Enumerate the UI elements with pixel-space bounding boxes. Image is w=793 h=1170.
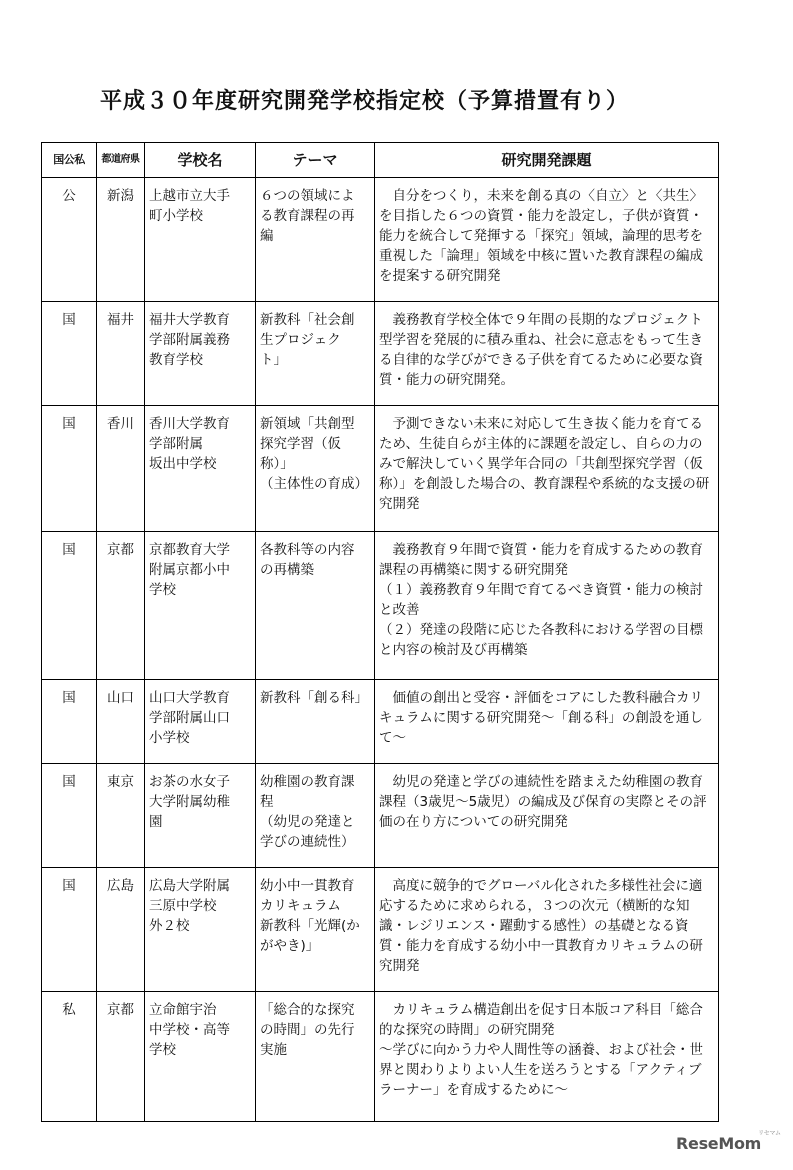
cell-prefecture: 広島 xyxy=(97,868,145,992)
cell-school: 広島大学附属 三原中学校 外２校 xyxy=(145,868,256,992)
header-type: 国公私 xyxy=(42,143,97,178)
cell-theme: 幼稚園の教育課 程 （幼児の発達と 学びの連続性） xyxy=(256,764,375,868)
resemom-logo xyxy=(676,1130,781,1153)
table-row xyxy=(42,764,719,868)
cell-theme: 「総合的な探究 の時間」の先行 実施 xyxy=(256,992,375,1122)
header-theme: テーマ xyxy=(256,143,375,178)
cell-type: 私 xyxy=(42,992,97,1122)
header-topic: 研究開発課題 xyxy=(375,143,719,178)
cell-theme: 幼小中一貫教育 カリキュラム 新教科「光輝(か がやき)」 xyxy=(256,868,375,992)
header-prefecture: 都道府県 xyxy=(97,143,145,178)
cell-type: 国 xyxy=(42,680,97,764)
cell-theme: 新教科「社会創 生プロジェク ト」 xyxy=(256,302,375,406)
table-row xyxy=(42,680,719,764)
cell-prefecture: 東京 xyxy=(97,764,145,868)
table-row xyxy=(42,992,719,1122)
cell-topic: 高度に競争的でグローバル化された多様性社会に適応するために求められる，３つの次元（横断的な知識・レジリエンス・躍動する感性）の基礎となる資質・能力を育成する幼小中一貫教育カリキュラムの研究開発 xyxy=(375,868,719,992)
logo-tagline: リセマム xyxy=(758,1130,781,1137)
table-header-row xyxy=(42,143,719,178)
cell-theme: 新教科「創る科」 xyxy=(256,680,375,764)
cell-school: 山口大学教育 学部附属山口 小学校 xyxy=(145,680,256,764)
cell-topic: カリキュラム構造創出を促す日本版コア科目「総合的な探究の時間」の研究開発 ～学びに向かう力や人間性等の涵養、および社会・世界と関わりよりよい人生を送ろうとする「アクティブラーナー」を育成するために～ xyxy=(375,992,719,1122)
cell-topic: 幼児の発達と学びの連続性を踏まえた幼稚園の教育課程（3歳児～5歳児）の編成及び保育の実際とその評価の在り方についての研究開発 xyxy=(375,764,719,868)
cell-school: 京都教育大学 附属京都小中 学校 xyxy=(145,532,256,680)
cell-type: 国 xyxy=(42,406,97,532)
cell-type: 国 xyxy=(42,868,97,992)
cell-type: 国 xyxy=(42,532,97,680)
header-school: 学校名 xyxy=(145,143,256,178)
cell-theme: 各教科等の内容 の再構築 xyxy=(256,532,375,680)
table-row xyxy=(42,406,719,532)
cell-type: 国 xyxy=(42,764,97,868)
cell-prefecture: 新潟 xyxy=(97,178,145,302)
cell-theme: 新領域「共創型 探究学習（仮 称）」 （主体性の育成） xyxy=(256,406,375,532)
cell-type: 公 xyxy=(42,178,97,302)
cell-topic: 自分をつくり，未来を創る真の〈自立〉と〈共生〉を目指した６つの資質・能力を設定し，子供が資質・能力を統合して発揮する「探究」領域，論理的思考を重視した「論理」領域を中核に置いた教育課程の編成を提案する研究開発 xyxy=(375,178,719,302)
cell-prefecture: 京都 xyxy=(97,532,145,680)
logo-text: ReseMom xyxy=(676,1134,762,1153)
cell-topic: 予測できない未来に対応して生き抜く能力を育てるため、生徒自らが主体的に課題を設定し、自らの力のみで解決していく異学年合同の「共創型探究学習（仮称）」を創設した場合の、教育課程や系統的な支援の研究開発 xyxy=(375,406,719,532)
cell-prefecture: 福井 xyxy=(97,302,145,406)
page-title: 平成３０年度研究開発学校指定校（予算措置有り） xyxy=(100,89,630,114)
cell-topic: 義務教育９年間で資質・能力を育成するための教育課程の再構築に関する研究開発 （１）義務教育９年間で育てるべき資質・能力の検討と改善 （２）発達の段階に応じた各教科における学習の目標と内容の検討及び再構築 xyxy=(375,532,719,680)
table-row xyxy=(42,532,719,680)
cell-prefecture: 京都 xyxy=(97,992,145,1122)
cell-topic: 義務教育学校全体で９年間の長期的なプロジェクト型学習を発展的に積み重ね、社会に意志をもって生きる自律的な学びができる子供を育てるために必要な資質・能力の研究開発。 xyxy=(375,302,719,406)
table-row xyxy=(42,302,719,406)
cell-topic: 価値の創出と受容・評価をコアにした教科融合カリキュラムに関する研究開発～「創る科」の創設を通して～ xyxy=(375,680,719,764)
table-row xyxy=(42,178,719,302)
cell-theme: ６つの領域によ る教育課程の再 編 xyxy=(256,178,375,302)
table-row xyxy=(42,868,719,992)
cell-prefecture: 山口 xyxy=(97,680,145,764)
cell-school: お茶の水女子 大学附属幼稚 園 xyxy=(145,764,256,868)
cell-school: 香川大学教育 学部附属 坂出中学校 xyxy=(145,406,256,532)
cell-prefecture: 香川 xyxy=(97,406,145,532)
cell-school: 上越市立大手 町小学校 xyxy=(145,178,256,302)
cell-type: 国 xyxy=(42,302,97,406)
cell-school: 福井大学教育 学部附属義務 教育学校 xyxy=(145,302,256,406)
designated-schools-table xyxy=(41,142,719,1122)
cell-school: 立命館宇治 中学校・高等 学校 xyxy=(145,992,256,1122)
